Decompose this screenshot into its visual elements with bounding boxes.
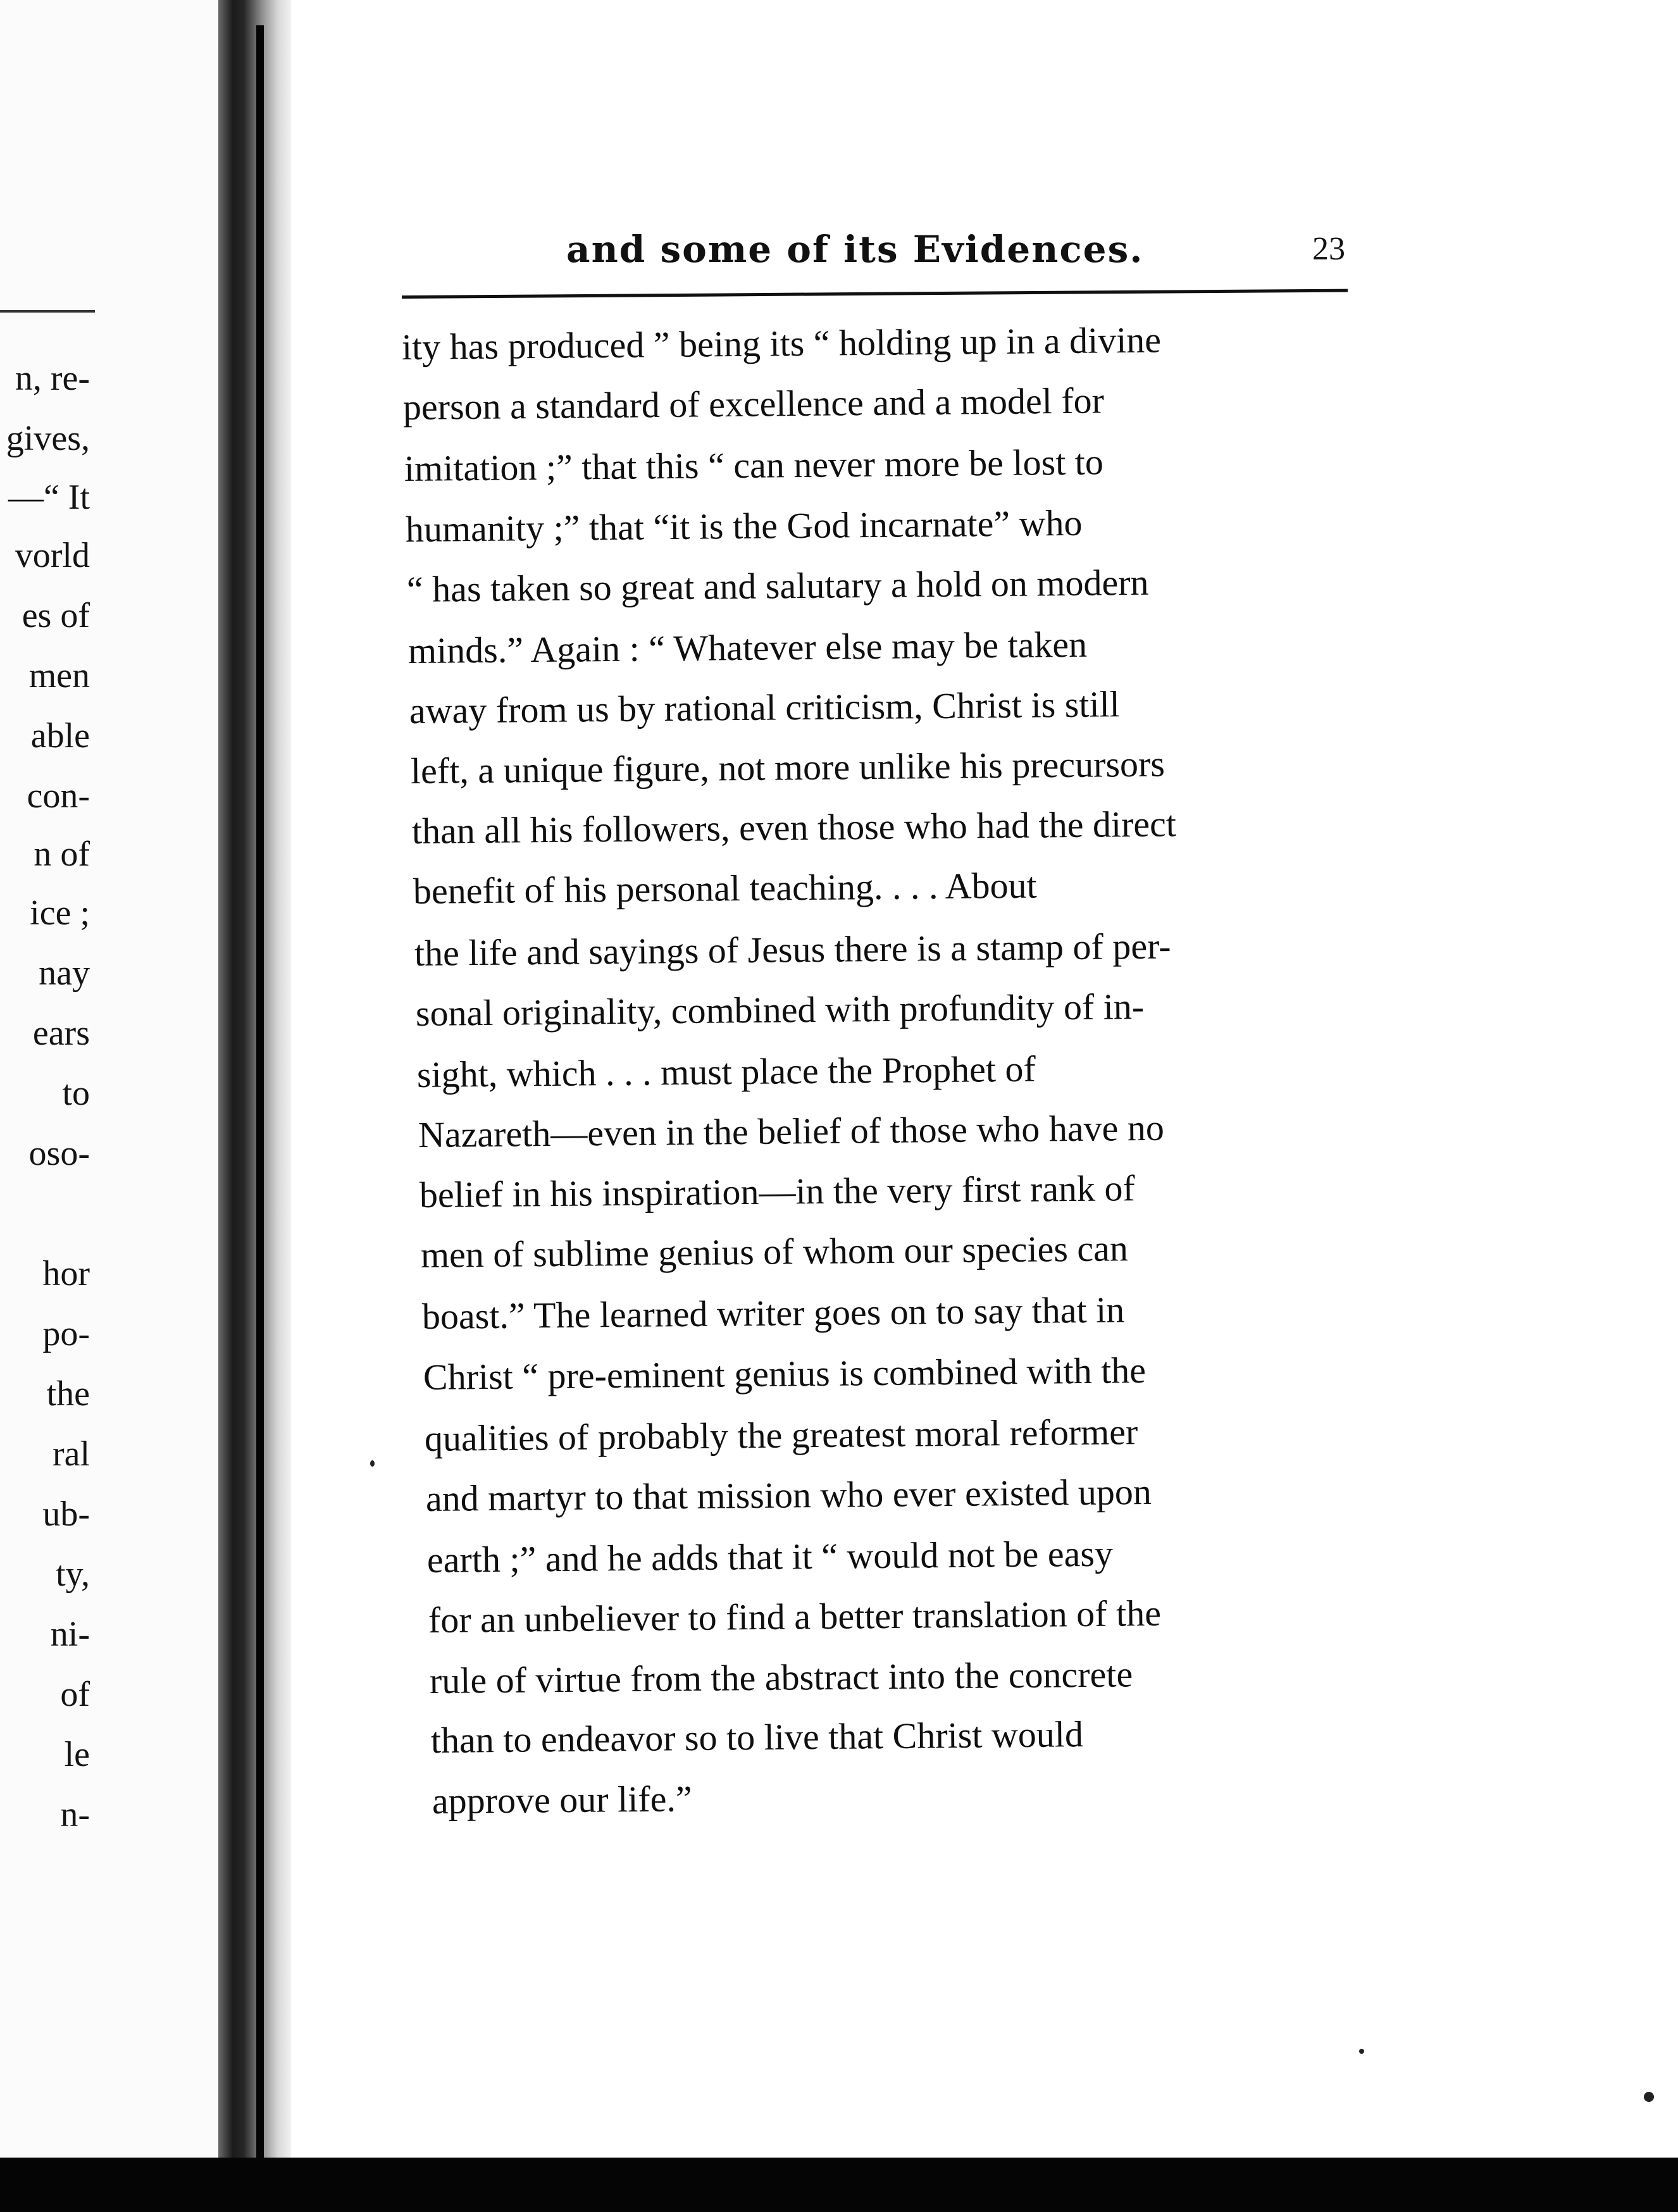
left-fragment: n, re- xyxy=(15,359,90,398)
left-fragment: of xyxy=(60,1675,90,1714)
text-line: belief in his inspiration—in the very first rank of xyxy=(419,1167,1136,1215)
text-line: Nazareth—even in the belief of those who have no xyxy=(418,1107,1165,1155)
left-fragment: ub- xyxy=(42,1494,90,1534)
text-line: qualities of probably the greatest moral reformer xyxy=(424,1411,1138,1459)
left-fragment: —“ It xyxy=(8,478,90,517)
left-fragment: le xyxy=(64,1735,90,1774)
left-fragment: ears xyxy=(32,1014,90,1053)
scan-speck xyxy=(1359,2049,1364,2054)
left-fragment: ni- xyxy=(50,1615,90,1654)
left-fragment: n- xyxy=(60,1795,90,1834)
text-line: sonal originality, combined with profundity of in- xyxy=(415,985,1145,1034)
text-line: and martyr to that mission who ever existed upon xyxy=(425,1470,1152,1519)
text-line: Christ “ pre-eminent genius is combined with the xyxy=(423,1350,1147,1398)
text-line: imitation ;” that this “ can never more be lost to xyxy=(404,441,1104,489)
text-line: humanity ;” that “it is the God incarnate” who xyxy=(405,502,1083,550)
text-line: person a standard of excellence and a model for xyxy=(402,380,1105,428)
text-line: minds.” Again : “ Whatever else may be taken xyxy=(407,623,1088,671)
text-line: rule of virtue from the abstract into the concrete xyxy=(429,1653,1133,1701)
left-fragment: the xyxy=(46,1374,90,1414)
left-fragment: ral xyxy=(52,1434,90,1474)
text-line: for an unbeliever to find a better translation of the xyxy=(428,1592,1162,1641)
text-line: the life and sayings of Jesus there is a stamp of per- xyxy=(414,925,1171,974)
left-fragment: n of xyxy=(34,835,90,874)
running-head: and some of its Evidences. xyxy=(566,228,1144,271)
left-fragment: hor xyxy=(42,1254,90,1293)
left-fragment: vorld xyxy=(15,536,90,575)
left-page-text-fragments xyxy=(0,0,101,2158)
text-line: left, a unique figure, not more unlike his precursors xyxy=(410,743,1165,792)
book-gutter-shadow xyxy=(218,0,291,2158)
left-fragment: po- xyxy=(42,1314,90,1353)
left-fragment: oso- xyxy=(28,1134,90,1173)
left-fragment: able xyxy=(30,716,90,755)
text-line: “ has taken so great and salutary a hold on modern xyxy=(406,561,1149,610)
text-line: earth ;” and he adds that it “ would not be easy xyxy=(426,1532,1114,1581)
left-fragment: men xyxy=(28,656,90,695)
left-fragment: es of xyxy=(22,596,90,635)
left-fragment: gives, xyxy=(6,419,90,458)
left-fragment: nay xyxy=(39,954,90,993)
text-line: than to endeavor so to live that Christ would xyxy=(430,1713,1084,1761)
scan-bottom-border xyxy=(0,2158,1678,2212)
text-line: ity has produced ” being its “ holding up in a divine xyxy=(401,319,1162,368)
book-spine-line xyxy=(256,25,264,2158)
text-line: boast.” The learned writer goes on to say that in xyxy=(421,1289,1125,1337)
text-line: benefit of his personal teaching. . . . About xyxy=(413,864,1038,912)
text-line: sight, which . . . must place the Prophet of xyxy=(416,1048,1036,1095)
left-fragment: con- xyxy=(27,776,90,816)
text-line: approve our life.” xyxy=(432,1778,692,1822)
left-fragment: ice ; xyxy=(30,893,90,933)
page-number: 23 xyxy=(1312,231,1345,267)
text-line: than all his followers, even those who had the direct xyxy=(411,803,1177,852)
text-line: men of sublime genius of whom our species can xyxy=(420,1227,1129,1276)
left-fragment: to xyxy=(62,1074,90,1113)
text-line: away from us by rational criticism, Christ is still xyxy=(409,683,1121,731)
scan-speck xyxy=(1644,2092,1654,2102)
left-fragment: ty, xyxy=(56,1555,90,1594)
scan-speck xyxy=(370,1460,375,1467)
